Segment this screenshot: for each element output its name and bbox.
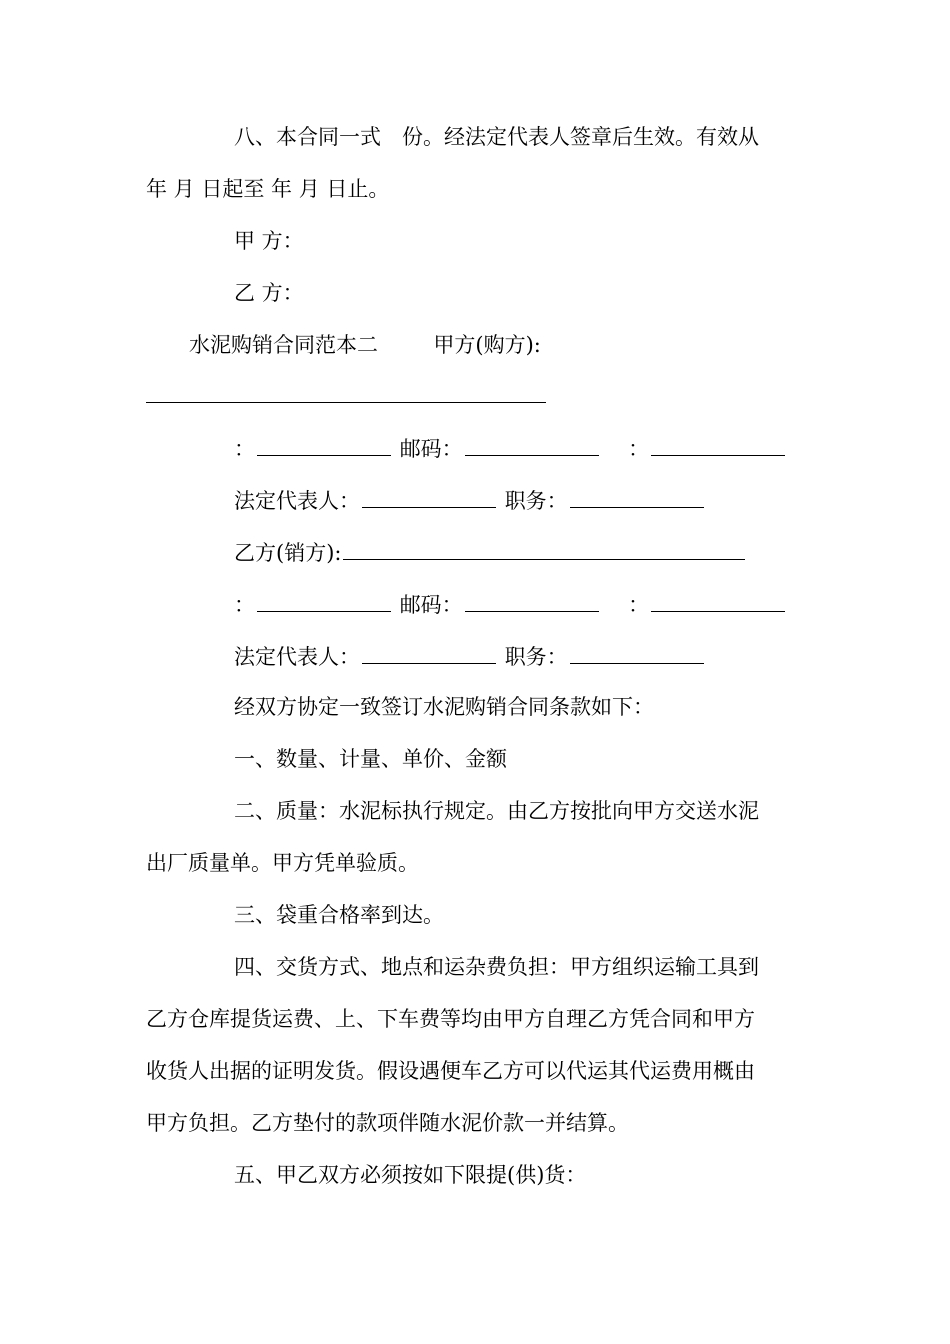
clause-4-line-4 bbox=[146, 1108, 796, 1138]
clause-4-text-2: 乙方仓库提货运费、上、下车费等均由甲方自理乙方凭合同和甲方 bbox=[146, 1007, 755, 1031]
seller-postcode-label: 邮码： bbox=[399, 593, 463, 617]
clause-4-text-3: 收货人出据的证明发货。假设遇便车乙方可以代运其代运费用概由 bbox=[146, 1059, 755, 1083]
seller-name-blank bbox=[343, 539, 745, 560]
clause-1-text: 一、数量、计量、单价、金额 bbox=[234, 747, 507, 771]
clause-8-line-2 bbox=[146, 174, 796, 204]
clause-2-line-1 bbox=[146, 796, 884, 826]
seller-address-blank bbox=[257, 591, 391, 612]
party-a-signature-line bbox=[146, 226, 884, 256]
buyer-address-blank bbox=[257, 435, 391, 456]
buyer-contact-line bbox=[146, 434, 884, 464]
buyer-legal-rep-label: 法定代表人： bbox=[234, 489, 360, 513]
clause-5-text: 五、甲乙双方必须按如下限提(供)货： bbox=[234, 1163, 587, 1187]
clause-2-line-2 bbox=[146, 848, 796, 878]
clause-4-text-4: 甲方负担。乙方垫付的款项伴随水泥价款一并结算。 bbox=[146, 1111, 629, 1135]
party-b-signature-line bbox=[146, 278, 884, 308]
buyer-position-blank bbox=[570, 487, 704, 508]
clause-4-line-1 bbox=[146, 952, 884, 982]
seller-phone-blank bbox=[651, 591, 785, 612]
buyer-name-blank bbox=[146, 402, 546, 403]
party-a-sign-label: 甲 方： bbox=[234, 229, 304, 253]
clause-1-line bbox=[146, 744, 884, 774]
seller-rep-line bbox=[146, 642, 884, 672]
buyer-address-colon: ： bbox=[234, 437, 255, 461]
template-title-line bbox=[146, 330, 839, 360]
clause-4-line-2 bbox=[146, 1004, 796, 1034]
clause-4-text-1: 四、交货方式、地点和运杂费负担：甲方组织运输工具到 bbox=[234, 955, 759, 979]
intro-line bbox=[146, 692, 884, 722]
clause-5-line bbox=[146, 1160, 884, 1190]
seller-contact-line bbox=[146, 590, 884, 620]
seller-postcode-blank bbox=[465, 591, 599, 612]
seller-line bbox=[146, 538, 884, 568]
buyer-postcode-label: 邮码： bbox=[399, 437, 463, 461]
clause-8-line-1 bbox=[146, 122, 884, 152]
seller-legal-rep-label: 法定代表人： bbox=[234, 645, 360, 669]
buyer-phone-blank bbox=[651, 435, 785, 456]
seller-legal-rep-blank bbox=[362, 643, 496, 664]
clause-2-text-1: 二、质量：水泥标执行规定。由乙方按批向甲方交送水泥 bbox=[234, 799, 759, 823]
buyer-label: 甲方(购方): bbox=[433, 333, 541, 357]
seller-position-label: 职务： bbox=[504, 645, 568, 669]
seller-address-colon: ： bbox=[234, 593, 255, 617]
clause-3-line bbox=[146, 900, 884, 930]
seller-label: 乙方(销方): bbox=[234, 541, 342, 565]
buyer-rep-line bbox=[146, 486, 884, 516]
clause-8-text-2: 年 月 日起至 年 月 日止。 bbox=[146, 177, 390, 201]
clause-3-text: 三、袋重合格率到达。 bbox=[234, 903, 444, 927]
clause-2-text-2: 出厂质量单。甲方凭单验质。 bbox=[146, 851, 419, 875]
clause-4-line-3 bbox=[146, 1056, 796, 1086]
seller-position-blank bbox=[570, 643, 704, 664]
buyer-postcode-blank bbox=[465, 435, 599, 456]
seller-phone-colon: ： bbox=[628, 593, 650, 617]
buyer-phone-colon: ： bbox=[628, 437, 650, 461]
template-title: 水泥购销合同范本二 bbox=[189, 333, 378, 357]
clause-8-text-1: 八、本合同一式 份。经法定代表人签章后生效。有效从 bbox=[234, 125, 759, 149]
buyer-legal-rep-blank bbox=[362, 487, 496, 508]
buyer-position-label: 职务： bbox=[504, 489, 568, 513]
party-b-sign-label: 乙 方： bbox=[234, 281, 304, 305]
intro-text: 经双方协定一致签订水泥购销合同条款如下： bbox=[234, 695, 654, 719]
